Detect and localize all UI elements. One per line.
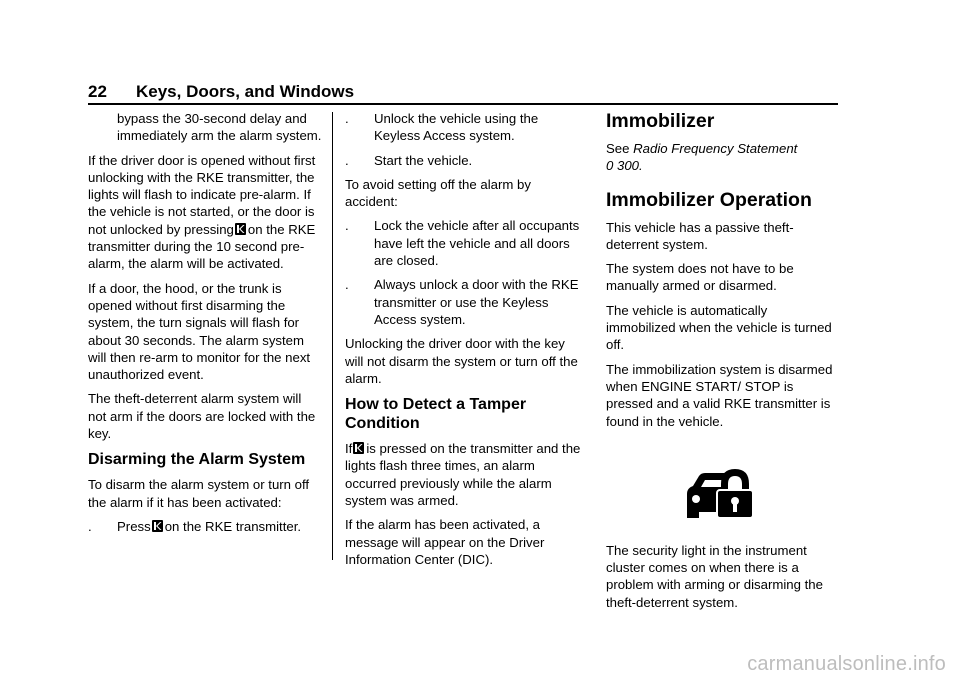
text-segment: If the driver door is opened without first unlocking with the RKE transmitter, the lights will flash to indicate pre-alarm. If the vehicle is not started, or the door is not unlocked by pressing <box>88 152 316 237</box>
column-divider <box>332 112 333 560</box>
bullet: . <box>345 218 349 234</box>
heading-immobilizer-operation: Immobilizer Operation <box>606 188 812 211</box>
paragraph-see-reference <box>606 140 838 175</box>
text-segment: on the RKE transmitter. <box>164 518 302 534</box>
text-segment: on the RKE transmitter during the 10 second pre-alarm, the alarm will be activated. <box>88 221 316 272</box>
paragraph-avoid-alarm: To avoid setting off the alarm by accident: <box>345 176 531 210</box>
header-rule <box>88 103 838 105</box>
list-item-text: Start the vehicle. <box>374 152 473 168</box>
list-item <box>345 110 585 145</box>
watermark: carmanualsonline.info <box>747 653 946 675</box>
paragraph-key-unlock: Unlocking the driver door with the key will not disarm the system or turn off the alarm. <box>345 336 578 386</box>
column-middle <box>345 110 585 575</box>
paragraph-disarmed-when: The immobilization system is disarmed when ENGINE START/ STOP is pressed and a valid RKE transmitter is found in the vehicle. <box>606 361 833 429</box>
page-arrow-icon: 0 <box>606 158 614 174</box>
text-segment: If <box>345 441 353 457</box>
security-light-icon <box>685 466 753 520</box>
section-title: Keys, Doors, and Windows <box>136 82 355 101</box>
list-item-text: Always unlock a door with the RKE transmitter or use the Keyless Access system. <box>374 277 579 327</box>
rke-lock-key-icon <box>235 223 246 235</box>
paragraph-tamper <box>345 440 585 509</box>
page-number: 22 <box>88 82 107 101</box>
cross-reference-page[interactable]: 300. <box>617 158 643 174</box>
paragraph-pre-alarm <box>88 152 322 273</box>
list-item <box>345 217 585 269</box>
bullet: . <box>345 152 349 168</box>
list-item-text: Lock the vehicle after all occupants have left the vehicle and all doors are closed. <box>374 218 580 269</box>
paragraph-auto-immobilized: The vehicle is automatically immobilized when the vehicle is turned off. <box>606 302 832 353</box>
paragraph-passive: This vehicle has a passive theft-deterrent system. <box>606 219 794 252</box>
paragraph-dic-message: If the alarm has been activated, a message will appear on the Driver Information Center (DIC). <box>345 517 545 567</box>
page-header <box>88 82 838 104</box>
bullet: . <box>88 518 92 534</box>
text-segment: Press <box>117 518 151 534</box>
column-right <box>606 110 838 618</box>
list-item <box>345 276 585 328</box>
heading-immobilizer: Immobilizer <box>606 110 715 132</box>
paragraph-turn-signals: If a door, the hood, or the trunk is opened without first disarming the system, the turn signals will flash for about 30 seconds. The alarm system will then re-arm to monitor for the next unauthorized event. <box>88 280 311 383</box>
bullet: . <box>345 277 349 293</box>
bullet: . <box>345 111 349 126</box>
cross-reference-link[interactable]: Radio Frequency Statement <box>633 141 798 156</box>
paragraph-security-light: The security light in the instrument cluster comes on when there is a problem with arming or disarming the theft-deterrent system. <box>606 542 823 610</box>
text-segment: is pressed on the transmitter and the lights flash three times, an alarm occurred previously while the alarm system was armed. <box>345 441 581 509</box>
rke-lock-key-icon <box>152 520 163 532</box>
paragraph-manual-arm: The system does not have to be manually armed or disarmed. <box>606 261 794 294</box>
paragraph-will-not-arm: The theft-deterrent alarm system will not arm if the doors are locked with the key. <box>88 391 316 442</box>
paragraph-disarm-intro: To disarm the alarm system or turn off the alarm if it has been activated: <box>88 477 310 510</box>
list-item-text: Unlock the vehicle using the Keyless Access system. <box>374 111 539 144</box>
list-item <box>345 152 585 169</box>
list-item <box>88 518 322 535</box>
column-left <box>88 110 322 542</box>
heading-tamper: How to Detect a Tamper Condition <box>345 396 527 433</box>
text-segment: See <box>606 141 630 156</box>
paragraph-bypass: bypass the 30-second delay and immediately arm the alarm system. <box>117 111 322 144</box>
rke-lock-key-icon <box>353 442 364 454</box>
heading-disarming: Disarming the Alarm System <box>88 451 306 469</box>
